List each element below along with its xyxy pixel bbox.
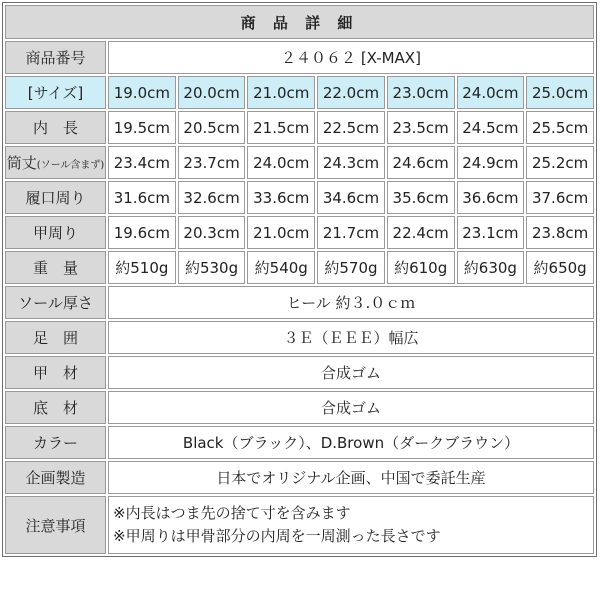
sole-material-row	[5, 391, 594, 424]
shaft-height-cell: 24.9cm	[457, 146, 525, 179]
instep-circumference-cell: 20.3cm	[178, 216, 246, 249]
sole-thickness-value: ヒール 約３.０ｃｍ	[108, 286, 594, 319]
instep-circumference-cell: 23.8cm	[526, 216, 594, 249]
table-title: 商 品 詳 細	[5, 5, 594, 39]
sole-material-value: 合成ゴム	[108, 391, 594, 424]
instep-circumference-label: 甲周り	[5, 216, 106, 249]
size-label: [サイズ]	[5, 76, 106, 109]
opening-circumference-cell: 32.6cm	[178, 181, 246, 214]
weight-cell: 約610g	[387, 251, 455, 284]
size-cell: 22.0cm	[317, 76, 385, 109]
opening-circumference-cell: 37.6cm	[526, 181, 594, 214]
weight-cell: 約530g	[178, 251, 246, 284]
opening-circumference-cell: 31.6cm	[108, 181, 176, 214]
color-value: Black（ブラック）、D.Brown（ダークブラウン）	[108, 426, 594, 459]
note-line-1: ※内長はつま先の捨て寸を含みます	[113, 504, 351, 522]
weight-cell: 約510g	[108, 251, 176, 284]
inner-length-cell: 19.5cm	[108, 111, 176, 144]
color-row	[5, 426, 594, 459]
opening-circumference-label: 履口周り	[5, 181, 106, 214]
instep-circumference-cell: 22.4cm	[387, 216, 455, 249]
instep-circumference-cell: 19.6cm	[108, 216, 176, 249]
sole-thickness-row	[5, 286, 594, 319]
size-cell: 20.0cm	[178, 76, 246, 109]
instep-circumference-cell: 23.1cm	[457, 216, 525, 249]
shaft-height-label	[5, 146, 106, 179]
product-number-value: ２４０６２ [X-MAX]	[108, 41, 594, 74]
inner-length-row	[5, 111, 594, 144]
upper-material-value: 合成ゴム	[108, 356, 594, 389]
size-cell: 21.0cm	[247, 76, 315, 109]
note-line-2: ※甲周りは甲骨部分の内周を一周測った長さです	[113, 527, 441, 545]
weight-cell: 約570g	[317, 251, 385, 284]
size-cell: 24.0cm	[457, 76, 525, 109]
foot-width-row	[5, 321, 594, 354]
manufacturing-row	[5, 461, 594, 494]
weight-row	[5, 251, 594, 284]
notes-label: 注意事項	[5, 496, 106, 554]
inner-length-cell: 24.5cm	[457, 111, 525, 144]
product-details-table	[2, 2, 597, 557]
weight-label: 重 量	[5, 251, 106, 284]
inner-length-cell: 20.5cm	[178, 111, 246, 144]
instep-circumference-cell: 21.7cm	[317, 216, 385, 249]
instep-circumference-row	[5, 216, 594, 249]
opening-circumference-row	[5, 181, 594, 214]
opening-circumference-cell: 33.6cm	[247, 181, 315, 214]
instep-circumference-cell: 21.0cm	[247, 216, 315, 249]
opening-circumference-cell: 34.6cm	[317, 181, 385, 214]
size-cell: 23.0cm	[387, 76, 455, 109]
shaft-height-cell: 24.3cm	[317, 146, 385, 179]
manufacturing-label: 企画製造	[5, 461, 106, 494]
sole-thickness-label: ソール厚さ	[5, 286, 106, 319]
inner-length-cell: 25.5cm	[526, 111, 594, 144]
size-cell: 19.0cm	[108, 76, 176, 109]
shaft-height-row	[5, 146, 594, 179]
size-row	[5, 76, 594, 109]
weight-cell: 約540g	[247, 251, 315, 284]
shaft-height-cell: 24.6cm	[387, 146, 455, 179]
color-label: カラー	[5, 426, 106, 459]
shaft-height-cell: 25.2cm	[526, 146, 594, 179]
manufacturing-value: 日本でオリジナル企画、中国で委託生産	[108, 461, 594, 494]
weight-cell: 約650g	[526, 251, 594, 284]
inner-length-label: 内 長	[5, 111, 106, 144]
shaft-height-cell: 23.4cm	[108, 146, 176, 179]
foot-width-value: ３Ｅ（ＥＥＥ）幅広	[108, 321, 594, 354]
shaft-height-cell: 23.7cm	[178, 146, 246, 179]
inner-length-cell: 23.5cm	[387, 111, 455, 144]
opening-circumference-cell: 36.6cm	[457, 181, 525, 214]
notes-row	[5, 496, 594, 554]
shaft-height-label-main: 筒丈	[6, 154, 37, 172]
shaft-height-cell: 24.0cm	[247, 146, 315, 179]
product-number-label: 商品番号	[5, 41, 106, 74]
opening-circumference-cell: 35.6cm	[387, 181, 455, 214]
weight-cell: 約630g	[457, 251, 525, 284]
sole-material-label: 底 材	[5, 391, 106, 424]
product-number-row	[5, 41, 594, 74]
inner-length-cell: 22.5cm	[317, 111, 385, 144]
upper-material-row	[5, 356, 594, 389]
upper-material-label: 甲 材	[5, 356, 106, 389]
shaft-height-label-sub: (ソール含まず)	[36, 160, 105, 171]
foot-width-label: 足 囲	[5, 321, 106, 354]
inner-length-cell: 21.5cm	[247, 111, 315, 144]
size-cell: 25.0cm	[526, 76, 594, 109]
notes-value	[108, 496, 594, 554]
